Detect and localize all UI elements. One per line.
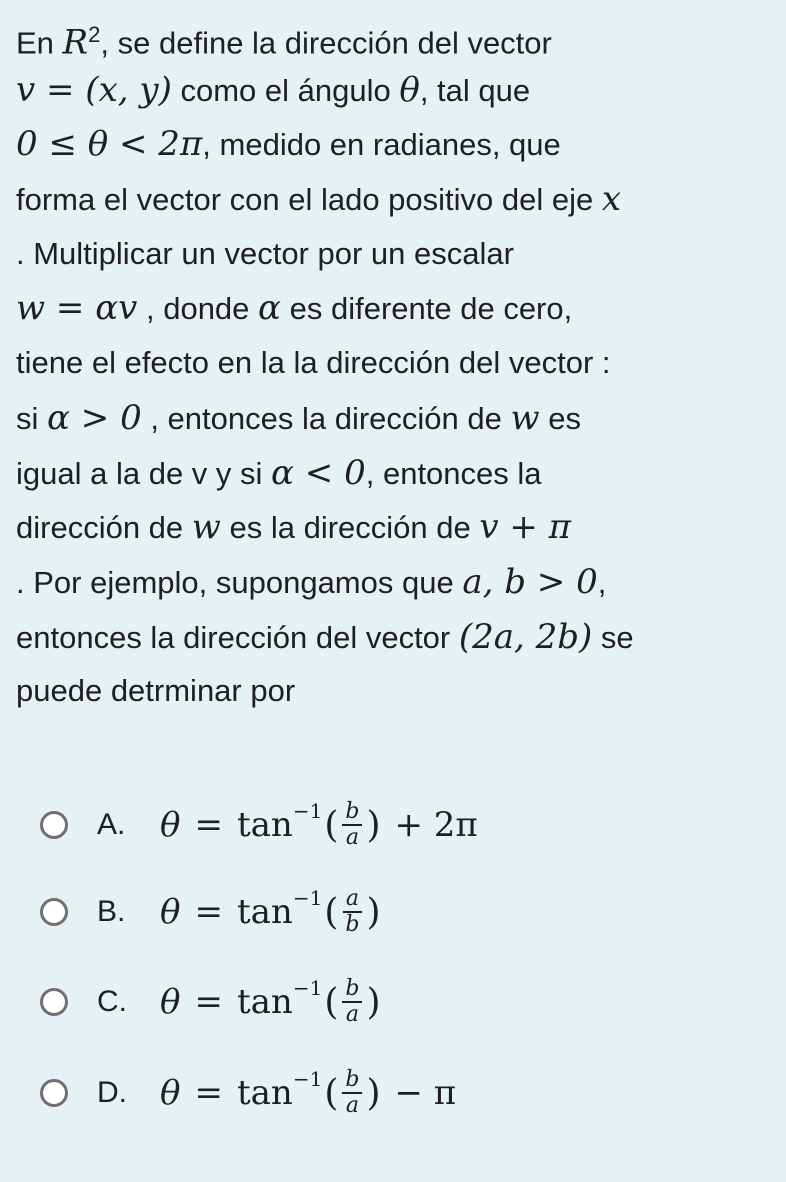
option-formula xyxy=(160,887,381,937)
radio-unchecked-icon[interactable] xyxy=(40,811,68,839)
fraction-numerator: b xyxy=(342,800,362,826)
question-line xyxy=(16,8,781,63)
math-expression: θ xyxy=(399,69,420,110)
question-text-segment: puede detrminar por xyxy=(16,673,296,709)
question-text-segment: se xyxy=(592,619,634,655)
radio-unchecked-icon[interactable] xyxy=(40,1079,68,1107)
option-label: C. xyxy=(97,985,127,1018)
math-expression: x xyxy=(601,179,622,220)
fraction-numerator: b xyxy=(342,977,362,1003)
radio-unchecked-icon[interactable] xyxy=(40,988,68,1016)
math-expression: w xyxy=(191,507,221,548)
formula-exponent: −1 xyxy=(292,886,323,910)
question-text-segment: forma el vector con el lado positivo del eje xyxy=(16,182,602,218)
math-expression: α > 0 xyxy=(47,397,142,438)
answer-option-b[interactable] xyxy=(0,867,786,957)
math-expression: v + π xyxy=(479,507,572,548)
radio-unchecked-icon[interactable] xyxy=(40,898,68,926)
option-label: D. xyxy=(97,1076,127,1109)
question-text-segment: , xyxy=(597,564,607,600)
formula-function: tan xyxy=(236,982,293,1022)
superscript: 2 xyxy=(88,22,101,47)
option-formula xyxy=(160,977,381,1027)
formula-equals: = xyxy=(194,805,223,845)
question-line xyxy=(16,555,781,610)
question-text-segment: , tal que xyxy=(419,72,531,108)
option-formula xyxy=(160,1068,456,1118)
question-text-segment: tiene el efecto en la la dirección del vector : xyxy=(16,345,611,381)
open-paren: ( xyxy=(324,981,339,1023)
answer-option-d[interactable] xyxy=(0,1048,786,1138)
formula-lhs: θ xyxy=(160,892,181,932)
open-paren: ( xyxy=(324,1072,339,1114)
formula-equals: = xyxy=(194,892,223,932)
answer-option-a[interactable] xyxy=(0,780,786,870)
close-paren: ) xyxy=(366,891,381,933)
math-expression: w xyxy=(510,397,540,438)
formula-exponent: −1 xyxy=(292,976,323,1000)
math-expression: (2a, 2b) xyxy=(458,616,593,657)
formula-exponent: −1 xyxy=(292,799,323,823)
close-paren: ) xyxy=(366,804,381,846)
question-text-segment: es xyxy=(539,400,581,436)
math-expression: v = (x, y) xyxy=(16,69,172,110)
formula-lhs: θ xyxy=(160,805,181,845)
open-paren: ( xyxy=(324,804,339,846)
question-text-segment: , medido en radianes, que xyxy=(202,127,561,163)
fraction-numerator: b xyxy=(342,1068,362,1094)
question-text xyxy=(16,8,781,719)
question-line xyxy=(16,610,781,665)
question-text-segment: es diferente de cero, xyxy=(281,291,573,327)
question-text-segment: . Multiplicar un vector por un escalar xyxy=(16,235,514,271)
question-text-segment: , entonces la dirección de xyxy=(141,400,511,436)
question-text-segment: como el ángulo xyxy=(171,72,400,108)
formula-equals: = xyxy=(194,1073,223,1113)
math-expression: w = αv xyxy=(16,288,138,329)
math-expression: 0 ≤ θ < 2π xyxy=(16,124,203,165)
fraction xyxy=(342,887,362,937)
formula-function: tan xyxy=(236,805,293,845)
close-paren: ) xyxy=(366,981,381,1023)
question-line xyxy=(16,446,781,501)
fraction-denominator: a xyxy=(345,1002,359,1027)
fraction-denominator: b xyxy=(345,912,360,937)
question-text-segment: En xyxy=(16,25,63,61)
question-text-segment: entonces la dirección del vector xyxy=(16,619,459,655)
option-label: B. xyxy=(97,895,126,928)
formula-function: tan xyxy=(236,892,293,932)
open-paren: ( xyxy=(324,891,339,933)
question-text-segment: , entonces la xyxy=(365,455,542,491)
formula-tail: − π xyxy=(394,1073,457,1113)
fraction-denominator: a xyxy=(345,1093,359,1118)
question-text-segment: es la dirección de xyxy=(220,510,480,546)
fraction-denominator: a xyxy=(345,825,359,850)
question-line xyxy=(16,336,781,391)
formula-equals: = xyxy=(194,982,223,1022)
question-text-segment: , se define la dirección del vector xyxy=(100,25,552,61)
question-text-segment: . Por ejemplo, supongamos que xyxy=(16,564,463,600)
question-line xyxy=(16,227,781,282)
question-line xyxy=(16,172,781,227)
question-text-segment: dirección de xyxy=(16,510,192,546)
fraction xyxy=(342,977,362,1027)
formula-exponent: −1 xyxy=(292,1067,323,1091)
fraction-numerator: a xyxy=(343,887,362,913)
question-text-segment: igual a la de v y si xyxy=(16,455,272,491)
formula-tail: + 2π xyxy=(394,805,478,845)
formula-lhs: θ xyxy=(160,1073,181,1113)
answer-option-c[interactable] xyxy=(0,957,786,1047)
question-line xyxy=(16,63,781,118)
math-expression: α xyxy=(258,288,281,329)
fraction xyxy=(342,1068,362,1118)
question-line xyxy=(16,281,781,336)
close-paren: ) xyxy=(366,1072,381,1114)
math-expression: R xyxy=(62,22,89,63)
question-text-segment: , donde xyxy=(137,291,259,327)
question-line xyxy=(16,117,781,172)
option-label: A. xyxy=(97,808,126,841)
option-formula xyxy=(160,800,478,850)
question-text-segment: si xyxy=(16,400,47,436)
math-expression: α < 0 xyxy=(271,452,366,493)
question-line xyxy=(16,664,781,719)
question-line xyxy=(16,391,781,446)
fraction xyxy=(342,800,362,850)
formula-function: tan xyxy=(236,1073,293,1113)
math-expression: a, b > 0 xyxy=(462,561,598,602)
question-line xyxy=(16,500,781,555)
formula-lhs: θ xyxy=(160,982,181,1022)
